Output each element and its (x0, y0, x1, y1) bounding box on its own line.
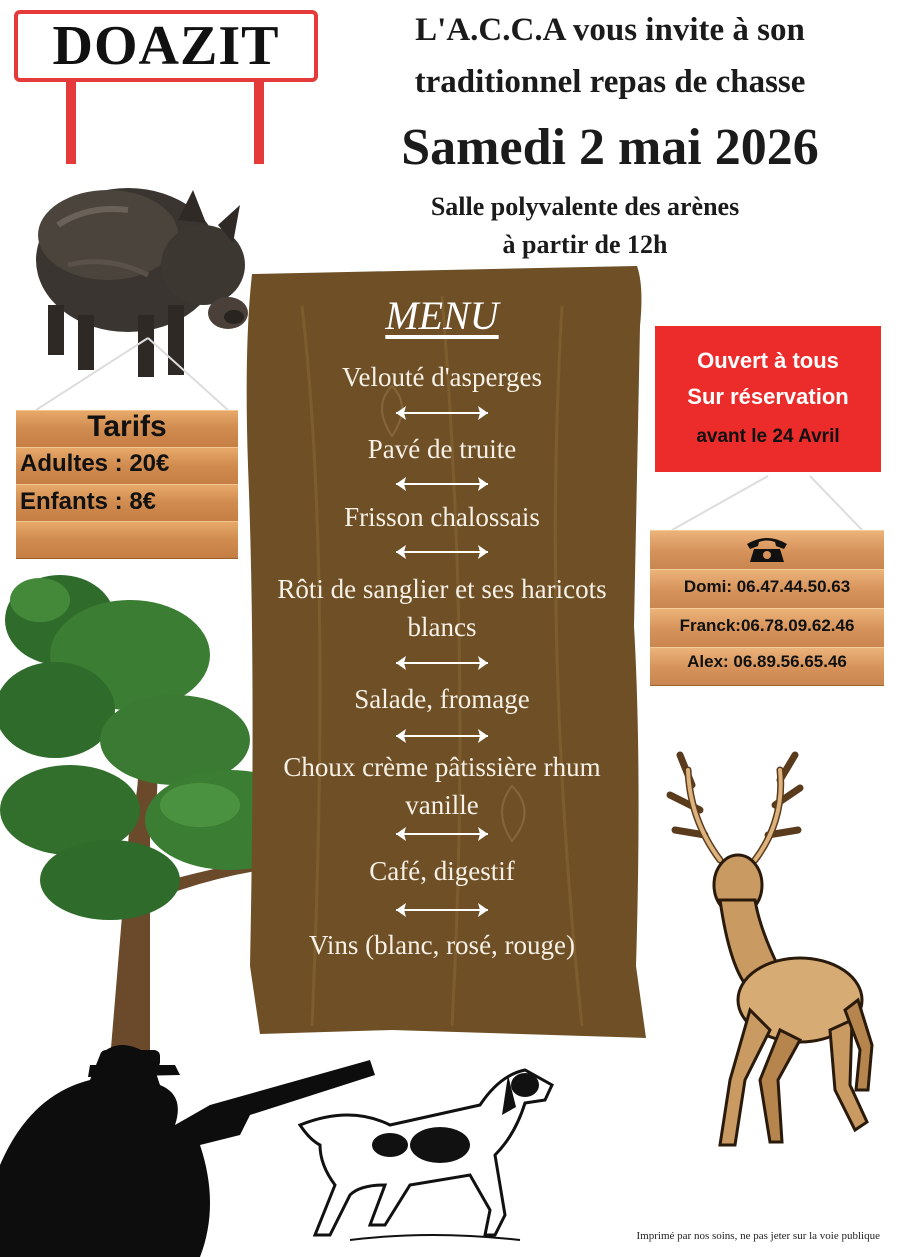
reservation-box (655, 326, 881, 472)
menu-item-5: Salade, fromage (354, 684, 530, 714)
sign-post-left (66, 80, 76, 164)
hunting-dog-illustration (290, 1045, 560, 1245)
tarifs-title: Tarifs (87, 410, 167, 443)
contact-franck: Franck:06.78.09.62.46 (679, 616, 855, 635)
menu-item-8: Vins (blanc, rosé, rouge) (308, 930, 576, 960)
sign-post-right (254, 80, 264, 164)
menu-divider (390, 725, 494, 747)
reservation-line-2: Sur réservation (687, 384, 849, 409)
menu-divider (390, 473, 494, 495)
tarifs-adults: Adultes : 20€ (20, 450, 170, 477)
menu-divider (390, 652, 494, 674)
contact-domi: Domi: 06.47.44.50.63 (683, 577, 851, 596)
tarifs-sign (16, 410, 238, 558)
menu-content (242, 266, 654, 1046)
menu-divider (390, 823, 494, 845)
menu-divider (390, 541, 494, 563)
menu-title: MENU (385, 293, 499, 338)
town-sign-board (14, 10, 318, 82)
contact-alex: Alex: 06.89.56.65.46 (687, 652, 847, 671)
invite-line-2: traditionnel repas de chasse (414, 64, 806, 100)
venue-line: Salle polyvalente des arènes (430, 192, 740, 221)
reservation-line-1: Ouvert à tous (697, 348, 839, 373)
tarifs-plank-4 (16, 521, 238, 559)
menu-divider (390, 899, 494, 921)
menu-item-3: Frisson chalossais (344, 502, 540, 532)
menu-item-6-line-2: vanille (405, 790, 479, 820)
menu-item-1: Velouté d'asperges (341, 362, 543, 392)
print-note: Imprimé par nos soins, ne pas jeter sur la voie publique (636, 1230, 880, 1242)
telephone-icon (744, 534, 790, 564)
event-date: Samedi 2 mai 2026 (401, 119, 819, 176)
tarifs-strings (28, 330, 238, 415)
menu-board (242, 266, 654, 1046)
phone-sign (650, 530, 884, 684)
reservation-line-3: avant le 24 Avril (696, 426, 840, 447)
tarifs-children: Enfants : 8€ (20, 488, 157, 515)
menu-item-2: Pavé de truite (367, 434, 517, 464)
menu-divider (390, 402, 494, 424)
town-sign (14, 10, 318, 160)
menu-item-4-line-2: blancs (407, 612, 477, 642)
town-name: DOAZIT (52, 15, 280, 77)
menu-item-4: Rôti de sanglier et ses haricots (277, 574, 607, 604)
menu-item-7: Café, digestif (369, 856, 515, 886)
menu-item-6: Choux crème pâtissière rhum (283, 752, 601, 782)
phone-sign-strings (650, 472, 884, 534)
invite-line-1: L'A.C.C.A vous invite à son (415, 12, 805, 48)
deer-illustration (660, 750, 875, 1150)
time-line: à partir de 12h (502, 230, 668, 259)
